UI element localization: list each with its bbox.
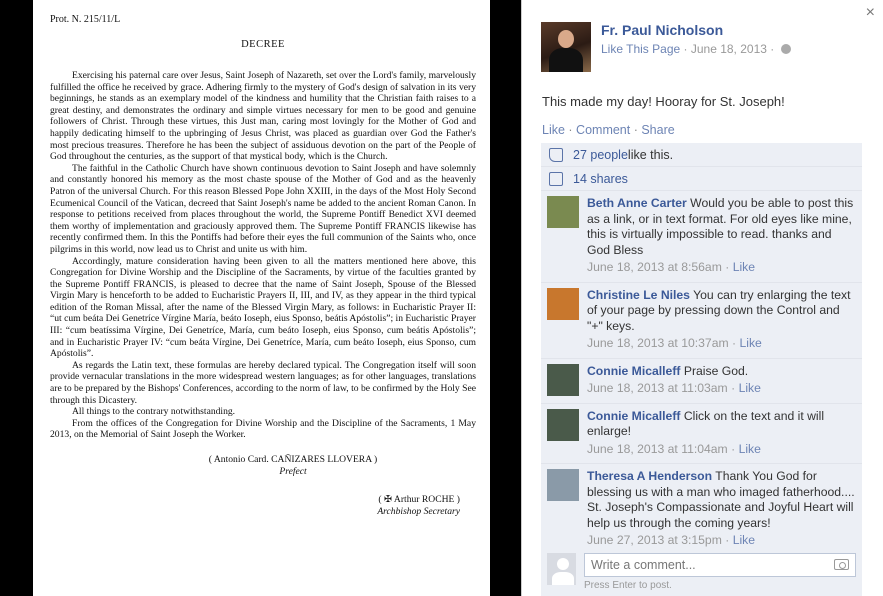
thumbs-up-icon bbox=[549, 148, 563, 162]
comment-hint: Press Enter to post. bbox=[584, 580, 672, 591]
comment-time[interactable]: June 18, 2013 at 11:03am bbox=[587, 381, 728, 395]
prefect-title: Prefect bbox=[279, 466, 307, 477]
commenter-name[interactable]: Christine Le Niles bbox=[587, 287, 690, 302]
separator: · bbox=[630, 123, 642, 137]
decree-document-photo[interactable] bbox=[33, 0, 490, 596]
share-icon bbox=[549, 172, 563, 186]
comment-like-link[interactable]: Like bbox=[739, 336, 762, 350]
commenter-avatar[interactable] bbox=[547, 469, 579, 501]
like-page-link[interactable]: Like This Page bbox=[601, 42, 681, 56]
commenter-avatar[interactable] bbox=[547, 196, 579, 228]
decree-heading: DECREE bbox=[241, 39, 285, 50]
post-meta bbox=[601, 42, 791, 56]
comment-item: Christine Le Niles You can try enlarging the text of your page by pressing down the Control and "+" keys. June 18, 2013 at 10:37am · Like bbox=[541, 283, 862, 359]
feedback-box bbox=[541, 143, 862, 556]
comment-like-link[interactable]: Like bbox=[732, 260, 756, 274]
decree-paragraph: From the offices of the Congregation for Divine Worship and the Discipline of the Sacraments, 1 May 2013, on the Memorial of Saint Joseph the Worker. bbox=[50, 417, 476, 441]
post-text: This made my day! Hooray for St. Joseph! bbox=[542, 94, 785, 109]
like-button[interactable]: Like bbox=[542, 123, 565, 137]
comment-text: Praise God. bbox=[683, 363, 749, 378]
commenter-avatar[interactable] bbox=[547, 288, 579, 320]
comment-item: Beth Anne Carter Would you be able to post this as a link, or in text format. For old eyes like mine, this is virtually impossible to read. thanks and God Bless June 18, 2013 at 8:56am · Like bbox=[541, 191, 862, 283]
decree-paragraph: As regards the Latin text, these formulas are hereby declared typical. The Congregation itself will soon provide vernacular translations in the more widespread western languages; as for other languages, translations are to be prepared by the Bishops' Conferences, according to the norm of law, to be confirmed by the Holy See through this Dicastery. bbox=[50, 359, 476, 406]
post-header bbox=[541, 22, 791, 72]
decree-paragraph: Exercising his paternal care over Jesus, Saint Joseph of Nazareth, set over the Lord's family, marvelously fulfilled the office he received by grace. Adhering firmly to the mystery of God's design of salvation in its very beginnings, he stands as an exemplary model of the kindness and humility that the Christian faith raises to a great destiny, and demonstrates the ordinary and simple virtues necessary for men to be good and genuine followers of Christ. Through these virtues, this Just man, caring most lovingly for the Mother of God and happily dedicating himself to the upbringing of Jesus Christ, was placed as guardian over God the Father's most precious treasures. Therefore he has been the subject of assiduous devotion on the part of the People of God throughout the centuries, as the support of that mystical body, which is the Church. bbox=[50, 70, 476, 163]
commenter-name[interactable]: Connie Micalleff bbox=[587, 408, 681, 423]
comment-time[interactable]: June 27, 2013 at 3:15pm bbox=[587, 533, 722, 547]
secretary-name: ( ✠ Arthur ROCHE ) bbox=[378, 494, 460, 505]
likes-suffix: like this. bbox=[627, 147, 674, 162]
comment-like-link[interactable]: Like bbox=[738, 381, 761, 395]
comment-text: Click on the text and it will enlarge! bbox=[587, 408, 825, 438]
comment-text: You can try enlarging the text of your page by pressing down the Control and "+" keys. bbox=[587, 287, 851, 333]
comment-input-placeholder: Write a comment... bbox=[591, 558, 696, 572]
comment-text: Thank You God for blessing us with a man who imaged fatherhood.... St. Joseph's Compassionate and Joyful Heart will help us through the coming years! bbox=[587, 469, 855, 530]
shares-summary bbox=[541, 167, 862, 191]
post-date[interactable]: · June 18, 2013 · bbox=[683, 42, 775, 56]
protocol-number: Prot. N. 215/11/L bbox=[50, 14, 121, 25]
comment-text: Would you be able to post this as a link, or in text format. For old eyes like mine, this is virtually impossible to read. thanks and God Bless bbox=[587, 196, 854, 257]
close-icon[interactable]: × bbox=[865, 4, 875, 21]
comment-time[interactable]: June 18, 2013 at 11:04am bbox=[587, 441, 728, 456]
secretary-signature bbox=[50, 494, 476, 518]
commenter-avatar[interactable] bbox=[547, 409, 579, 441]
post-actions bbox=[542, 123, 675, 137]
comment-button[interactable]: Comment bbox=[576, 123, 631, 137]
prefect-name: ( Antonio Card. CAÑIZARES LLOVERA ) bbox=[208, 454, 378, 465]
camera-icon[interactable] bbox=[834, 559, 849, 570]
commenter-avatar[interactable] bbox=[547, 364, 579, 396]
post-side-panel bbox=[521, 0, 883, 596]
comment-like-link[interactable]: Like bbox=[732, 533, 756, 547]
separator: · bbox=[564, 123, 577, 137]
comment-time[interactable]: June 18, 2013 at 8:56am bbox=[587, 260, 722, 274]
prefect-signature bbox=[110, 454, 476, 478]
decree-paragraph: All things to the contrary notwithstanding. bbox=[72, 406, 236, 418]
commenter-name[interactable]: Connie Micalleff bbox=[587, 363, 681, 378]
comment-like-link[interactable]: Like bbox=[738, 441, 761, 456]
author-name-link[interactable]: Fr. Paul Nicholson bbox=[601, 22, 724, 38]
secretary-title: Archbishop Secretary bbox=[377, 506, 460, 517]
shares-count-link[interactable]: 14 shares bbox=[573, 171, 628, 186]
user-avatar bbox=[547, 553, 576, 585]
comment-item: Theresa A Henderson Thank You God for blessing us with a man who imaged fatherhood.... St. Joseph's Compassionate and Joyful Heart will help us through the coming years! June 27, 2013 at 3:15pm · Like bbox=[541, 464, 862, 556]
likes-summary bbox=[541, 143, 862, 167]
comment-item: Connie Micalleff Click on the text and it will enlarge! June 18, 2013 at 11:04am · Like bbox=[541, 404, 862, 465]
likes-count-link[interactable]: 27 people bbox=[573, 147, 628, 162]
commenter-name[interactable]: Beth Anne Carter bbox=[587, 196, 687, 210]
comment-item: Connie Micalleff Praise God. June 18, 2013 at 11:03am · Like bbox=[541, 359, 862, 404]
globe-icon bbox=[781, 44, 791, 54]
decree-paragraph: The faithful in the Catholic Church have shown continuous devotion to Saint Joseph and have solemnly and constantly honored his memory as the most chaste spouse of the Mother of God and as the heavenly Patron of the universal Church. For this reason Blessed Pope John XXIII, in the days of the Most Holy Second Ecumenical Council of the Vatican, decreed that Saint Joseph's name be added to the ancient Roman Canon. In response to petitions received from places throughout the world, the Supreme Pontiff Benedict XVI deemed them worthy of implementation and graciously approved them. The Supreme Pontiff FRANCIS likewise has recently confirmed them. In this the Pontiffs had before their eyes the full communion of the Saints who, once pilgrims in this world, now lead us to Christ and unite us with him. bbox=[50, 162, 476, 255]
commenter-name[interactable]: Theresa A Henderson bbox=[587, 469, 713, 483]
decree-paragraph: Accordingly, mature consideration having been given to all the matters mentioned here above, this Congregation for Divine Worship and the Discipline of the Sacraments, by virtue of the faculties granted by the Supreme Pontiff FRANCIS, is pleased to decree that the name of Saint Joseph, Spouse of the Blessed Virgin Mary is henceforth to be added to Eucharistic Prayers II, III, and IV, as they appear in the third typical edition of the Roman Missal, after the name of the Blessed Virgin Mary, as follows: in Eucharistic Prayer II: “ut cum beáta Dei Genetríce Vírgine María, beáto Ioseph, eius Sponso, beátis Apóstolis”; in Eucharistic Prayer III: “cum beatíssima Vírgine, Dei Genetríce, María, cum beáto Ioseph, eius Sponso, cum beátis Apóstolis”; and in Eucharistic Prayer IV: “cum beáta Vírgine, Dei Genetríce, María, cum beáto Ioseph, eius Sponso, cum Apóstolis”. bbox=[50, 255, 476, 360]
share-button[interactable]: Share bbox=[641, 123, 675, 137]
comment-list bbox=[541, 191, 862, 556]
comment-input[interactable] bbox=[584, 553, 856, 577]
author-avatar[interactable] bbox=[541, 22, 591, 72]
comment-time[interactable]: June 18, 2013 at 10:37am bbox=[587, 336, 729, 350]
comment-composer bbox=[541, 549, 862, 596]
